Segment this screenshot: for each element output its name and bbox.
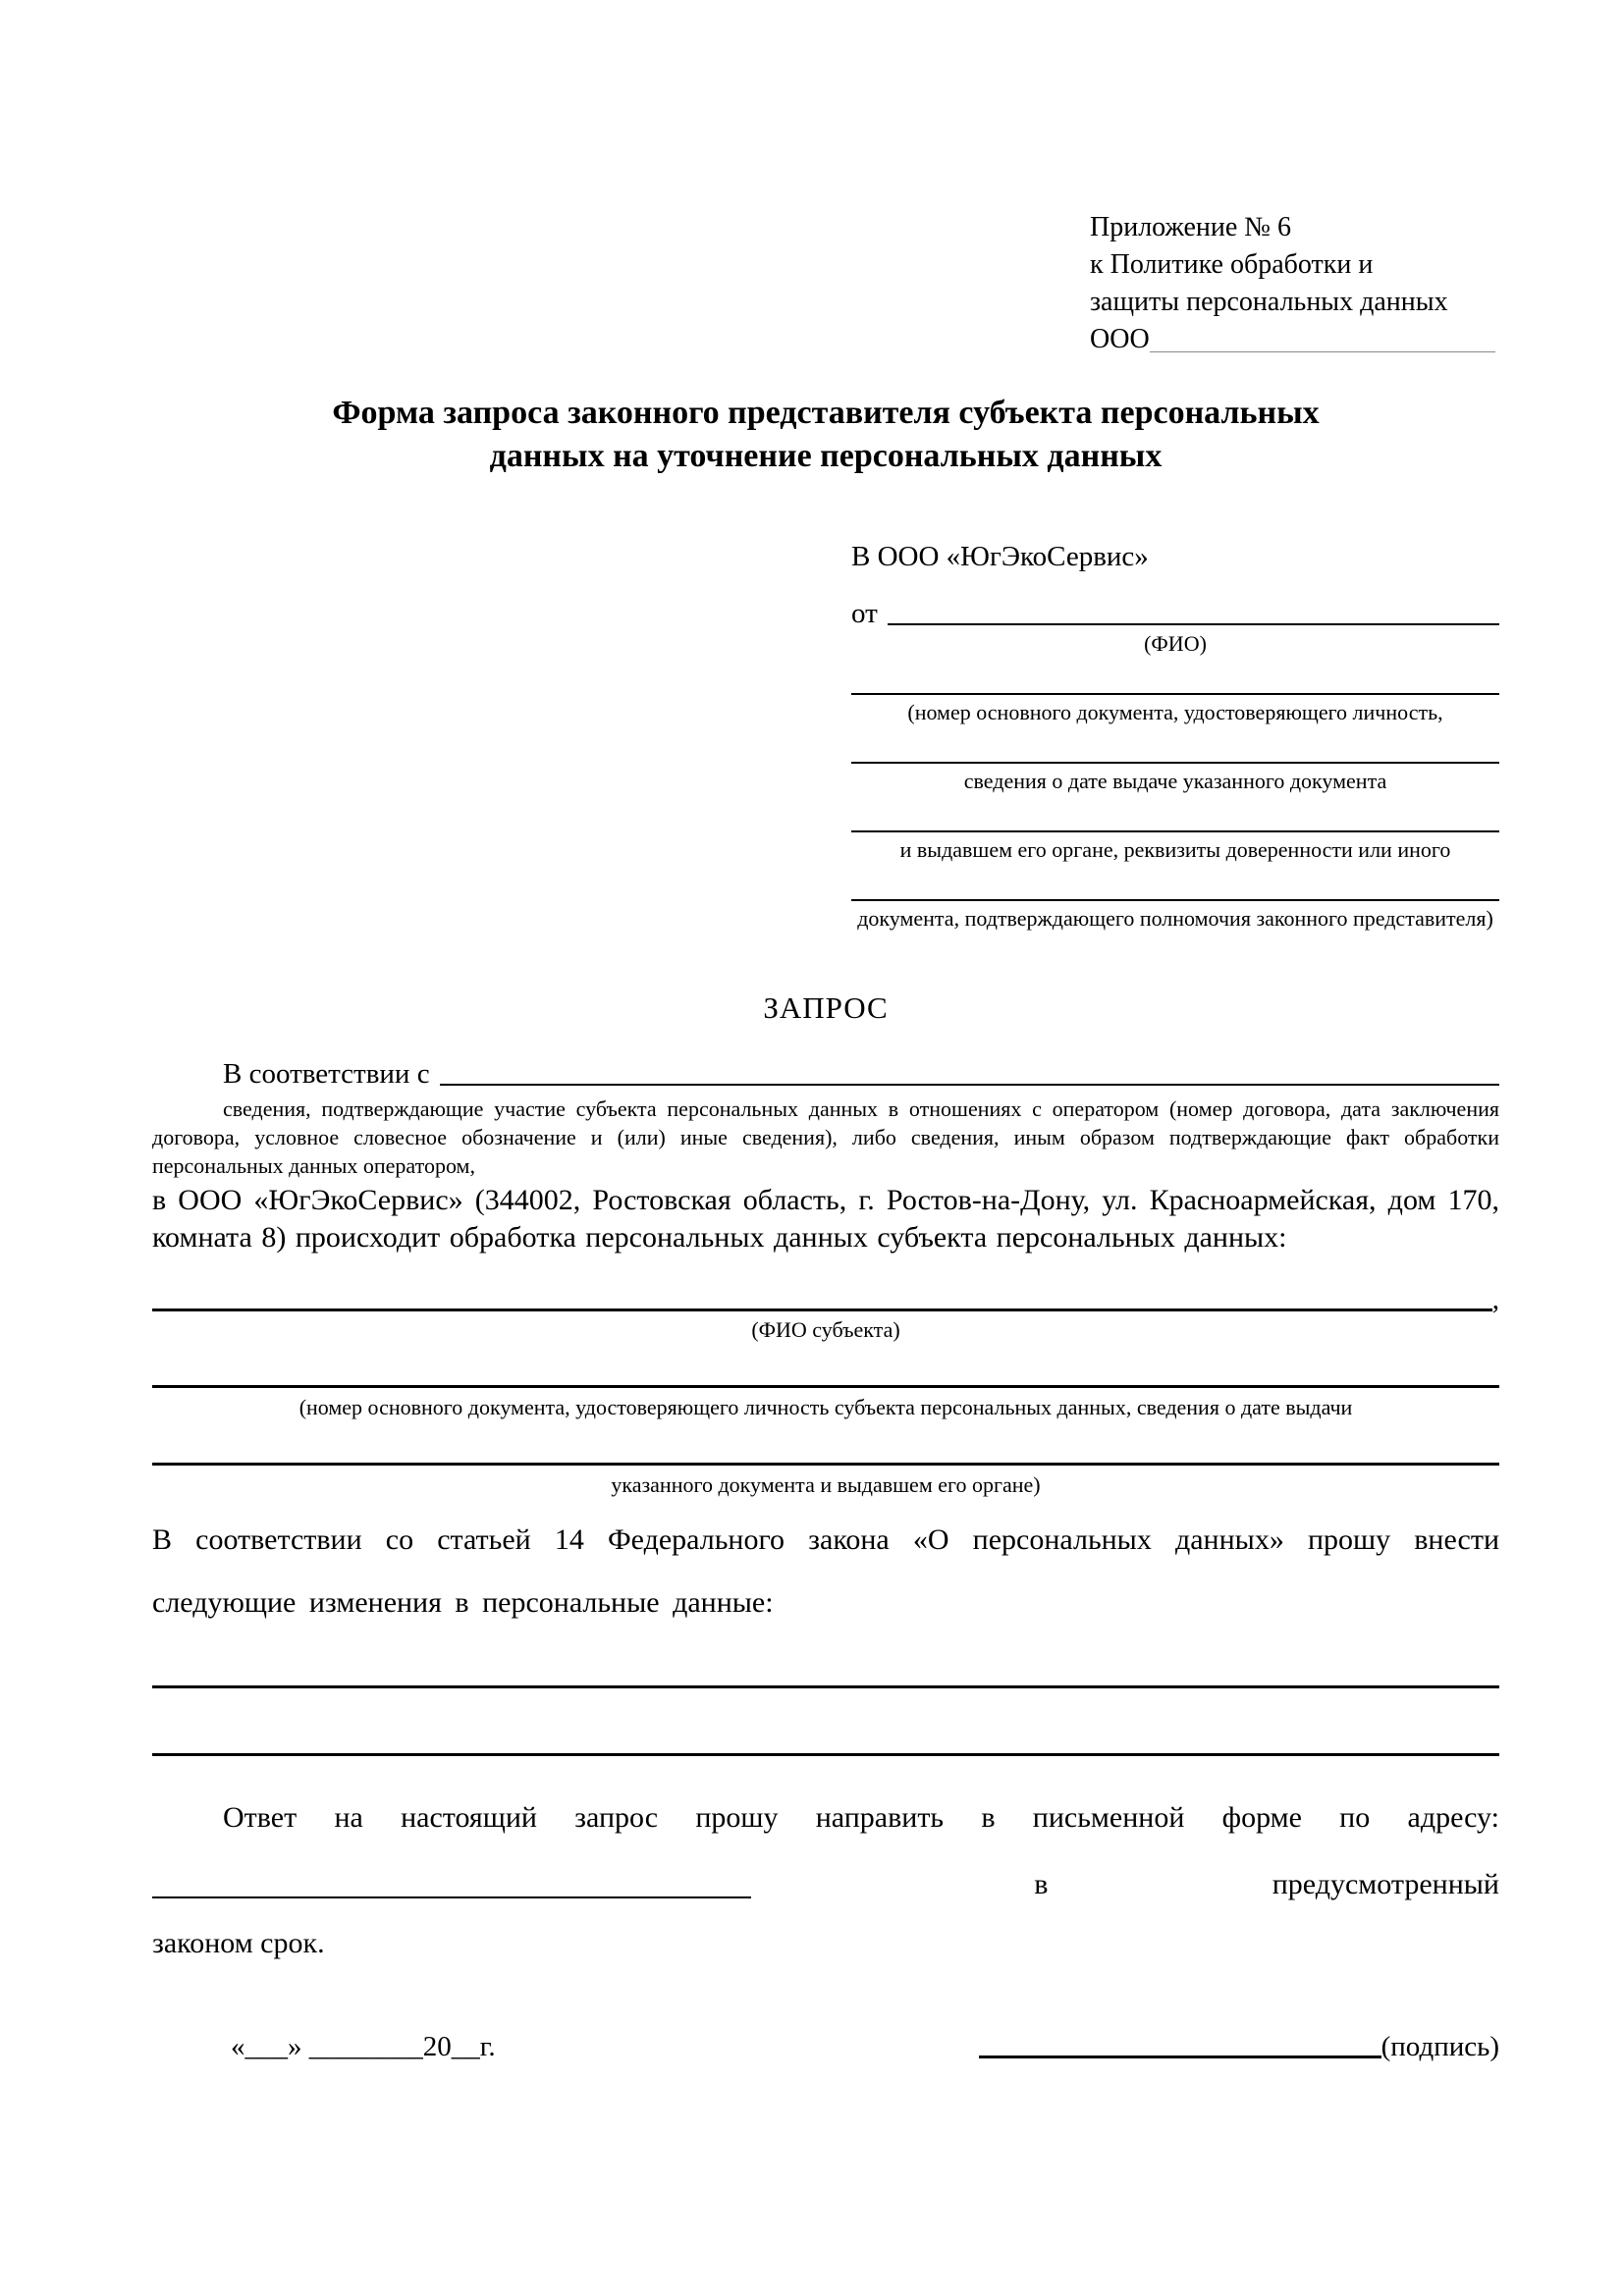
addressee-to: В ООО «ЮгЭкоСервис» (851, 541, 1149, 572)
addressee-block (851, 539, 1499, 933)
subject-doc-caption-1: (номер основного документа, удостоверяющего личность субъекта персональных данных, сведения о дате выдачи (298, 1395, 1353, 1419)
subject-doc-caption-2: указанного документа и выдавшем его органе) (611, 1472, 1041, 1497)
representative-doc-field-1 (851, 693, 1499, 726)
date-placeholder: «___» ________20__г. (231, 2031, 496, 2062)
blank-field-line (851, 693, 1499, 695)
subject-fio-comma: , (1491, 1284, 1499, 1315)
field-caption-3: и выдавшем его органе, реквизиты доверенности или иного (899, 837, 1451, 862)
from-name-blank-line (888, 623, 1499, 625)
appendix-header (1090, 209, 1499, 358)
field-caption-1: (номер основного документа, удостоверяющего личность, (907, 700, 1443, 724)
operator-paragraph: в ООО «ЮгЭкоСервис» (344002, Ростовская область, г. Ростов-на-Дону, ул. Красноармейская, дом 170, комната 8) происходит обработка персональных данных субъекта персональных данных: (152, 1184, 1499, 1254)
article-paragraph: В соответствии со статьей 14 Федерального закона «О персональных данных» прошу внести следующие изменения в персональные данные: (152, 1523, 1499, 1619)
reply-word-2: предусмотренный (1272, 1868, 1499, 1900)
reply-line-1: Ответ на настоящий запрос прошу направить в письменной форме по адресу: (223, 1801, 1499, 1834)
signature-blank-line (979, 2056, 1381, 2058)
accordance-row (152, 1058, 1499, 1091)
blank-field-line (851, 762, 1499, 764)
changes-blank-line-1 (152, 1685, 1499, 1688)
representative-doc-field-3 (851, 830, 1499, 864)
blank-field-line (851, 830, 1499, 832)
request-heading: ЗАПРОС (763, 990, 889, 1025)
accordance-blank-line (440, 1084, 1499, 1086)
subject-fio-row (152, 1284, 1499, 1316)
from-label: от (851, 598, 878, 629)
document-title-line-1: Форма запроса законного представителя субъекта персональных (332, 395, 1320, 431)
reply-line-2 (152, 1866, 1499, 1903)
reply-line-3: законом срок. (152, 1927, 325, 1959)
accordance-note: сведения, подтверждающие участие субъекта персональных данных в отношениях с оператором (номер договора, дата заключения договора, условное словесное обозначение и (или) иные сведения), либо сведения, иным образом подтверждающие факт обработки персональных данных оператором, (152, 1096, 1499, 1178)
subject-doc-field-1 (152, 1385, 1499, 1421)
field-caption-2: сведения о дате выдаче указанного документа (963, 769, 1387, 793)
blank-field-line (152, 1463, 1499, 1466)
field-caption-4: документа, подтверждающего полномочия законного представителя) (857, 906, 1493, 931)
representative-doc-field-2 (851, 762, 1499, 795)
document-title-line-2: данных на уточнение персональных данных (489, 438, 1163, 474)
company-prefix: ООО (1090, 324, 1150, 354)
signature-caption: (подпись) (1380, 2031, 1499, 2062)
blank-field-line (851, 899, 1499, 901)
subject-fio-caption: (ФИО субъекта) (751, 1317, 900, 1342)
from-row (851, 598, 1499, 630)
accordance-prefix: В соответствии с (223, 1058, 430, 1090)
document-content (152, 209, 1499, 2063)
representative-doc-field-4 (851, 899, 1499, 933)
company-name-blank-line (1150, 351, 1495, 352)
footer-row (152, 2031, 1499, 2063)
fio-caption: (ФИО) (1144, 631, 1207, 656)
reply-word-1: в (1034, 1868, 1049, 1900)
appendix-line-3: защиты персональных данных (1090, 287, 1448, 317)
appendix-line-1: Приложение № 6 (1090, 212, 1291, 242)
subject-doc-field-2 (152, 1463, 1499, 1499)
reply-address-blank-line (152, 1896, 751, 1898)
appendix-company-row (1090, 321, 1499, 358)
document-title (152, 392, 1499, 478)
blank-field-line (152, 1385, 1499, 1388)
changes-blank-line-2 (152, 1753, 1499, 1756)
appendix-line-2: к Политике обработки и (1090, 249, 1374, 280)
subject-fio-blank-line (152, 1308, 1492, 1311)
